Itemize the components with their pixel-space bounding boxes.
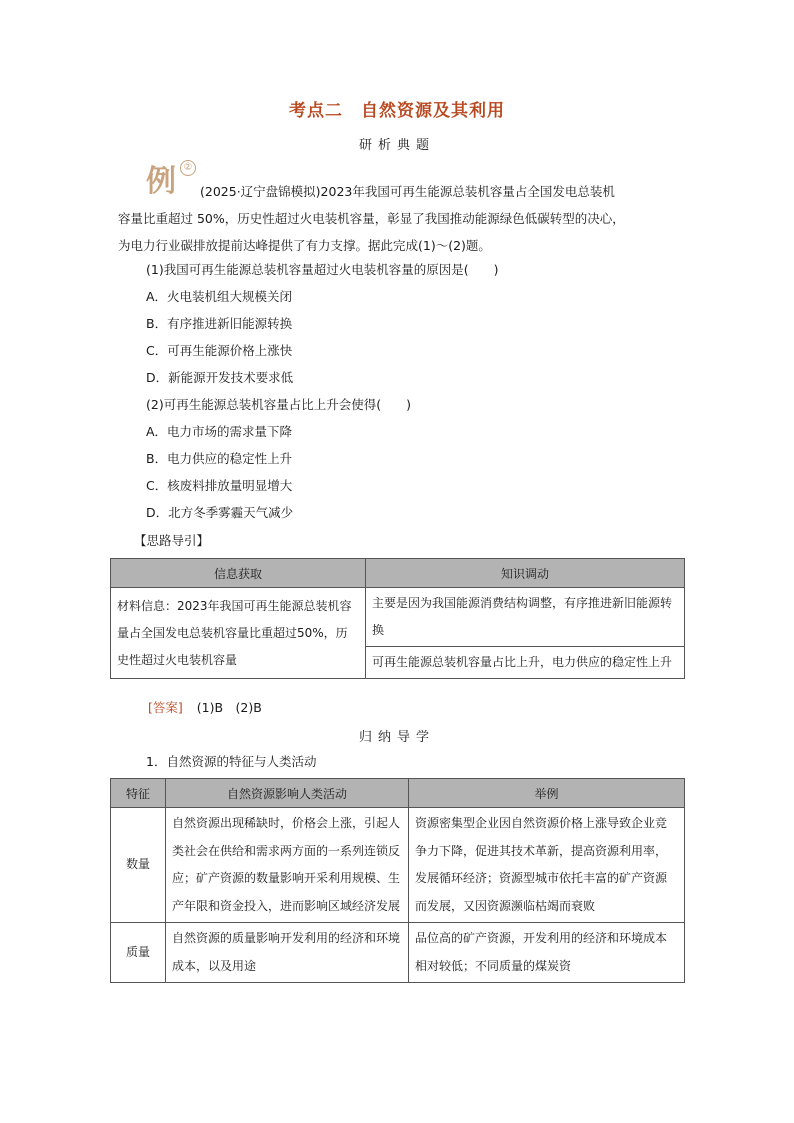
guide-header-knowledge: 知识调动 (366, 559, 685, 588)
q1-option-b: B．有序推进新旧能源转换 (146, 316, 293, 331)
impact-cell: 自然资源的质量影响开发利用的经济和环境成本，以及用途 (166, 923, 409, 983)
page-title: 考点二 自然资源及其利用 (289, 101, 505, 121)
guide-label: 【思路导引】 (134, 533, 210, 548)
table-row (111, 808, 685, 923)
answer-tag: [答案] (148, 700, 183, 715)
guide-table (110, 558, 685, 679)
table-header-feature: 特征 (111, 779, 166, 808)
feature-cell: 数量 (111, 808, 166, 923)
feature-cell: 质量 (111, 923, 166, 983)
section-heading-analysis: 研析典题 (358, 138, 435, 153)
subheading: 1．自然资源的特征与人类活动 (146, 754, 317, 769)
guide-info-cell: 材料信息：2023年我国可再生能源总装机容量占全国发电总装机容量比重超过50%，历史性超过火电装机容量 (111, 588, 366, 679)
section-heading-summary: 归纳导学 (358, 730, 435, 745)
question-1: (1)我国可再生能源总装机容量超过火电装机容量的原因是( ) (146, 262, 499, 277)
q1-option-a: A．火电装机组大规模关闭 (146, 289, 293, 304)
answer-text: (1)B (2)B (196, 700, 262, 715)
q2-option-c: C．核废料排放量明显增大 (146, 478, 293, 493)
resource-table (110, 778, 685, 983)
guide-header-info: 信息获取 (111, 559, 366, 588)
example-cell: 品位高的矿产资源，开发利用的经济和环境成本相对较低；不同质量的煤炭资 (409, 923, 685, 983)
guide-knowledge-cell: 主要是因为我国能源消费结构调整，有序推进新旧能源转换 (366, 588, 685, 647)
stem-line: 容量比重超过 50%，历史性超过火电装机容量，彰显了我国推动能源绿色低碳转型的决心， (118, 211, 625, 226)
example-number: ② (180, 160, 196, 176)
impact-cell: 自然资源出现稀缺时，价格会上涨，引起人类社会在供给和需求两方面的一系列连锁反应；矿产资源的数量影响开采利用规模、生产年限和资金投入，进而影响区域经济发展 (166, 808, 409, 923)
question-stem (118, 178, 678, 259)
table-header-example: 举例 (409, 779, 685, 808)
q2-option-b: B．电力供应的稳定性上升 (146, 451, 293, 466)
guide-knowledge-cell: 可再生能源总装机容量占比上升，电力供应的稳定性上升 (366, 647, 685, 679)
example-cell: 资源密集型企业因自然资源价格上涨导致企业竞争力下降，促进其技术革新，提高资源利用率，发展循环经济；资源型城市依托丰富的矿产资源而发展，又因资源濒临枯竭而衰败 (409, 808, 685, 923)
q2-option-a: A．电力市场的需求量下降 (146, 424, 293, 439)
stem-line: 为电力行业碳排放提前达峰提供了有力支撑。据此完成(1)～(2)题。 (118, 238, 491, 253)
q2-option-d: D．北方冬季雾霾天气减少 (146, 505, 294, 520)
table-row (111, 923, 685, 983)
stem-line: (2025·辽宁盘锦模拟)2023年我国可再生能源总装机容量占全国发电总装机 (200, 184, 615, 199)
q1-option-c: C．可再生能源价格上涨快 (146, 343, 293, 358)
example-mark: 例 (146, 164, 176, 199)
q1-option-d: D．新能源开发技术要求低 (146, 370, 294, 385)
answer (148, 698, 262, 716)
table-header-impact: 自然资源影响人类活动 (166, 779, 409, 808)
question-2: (2)可再生能源总装机容量占比上升会使得( ) (146, 397, 411, 412)
